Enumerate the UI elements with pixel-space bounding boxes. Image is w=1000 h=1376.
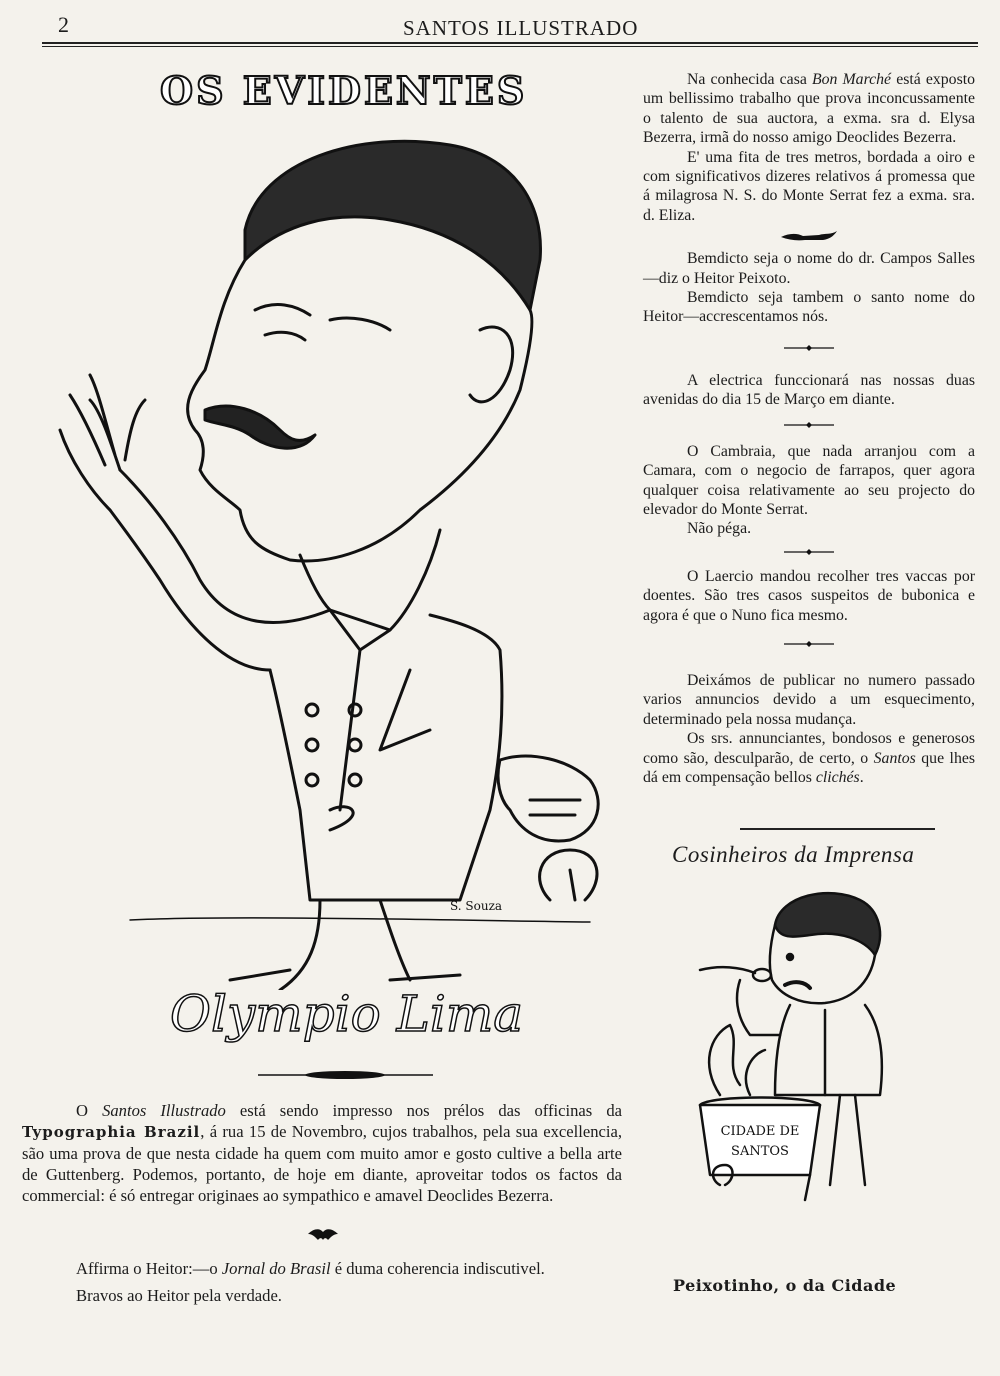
artist-signature: S. Souza [450,899,503,913]
store-name: Bon Marché [811,71,892,88]
separator [643,339,975,357]
text-span: está sendo impresso nos prélos das officinas da [225,1101,622,1120]
bat-ornament [308,1226,338,1244]
newspaper-name: Santos [873,749,916,767]
dash-diamond-icon [784,641,834,647]
section-heading: OS EVIDENTES [160,68,528,113]
text-span: que lhes dá em compensação bellos [643,749,975,786]
news-column [643,70,975,787]
news-item-annuncios [643,671,975,787]
text-span: está exposto um bellissimo trabalho que prova inconcussamente o talento de sua auctora, a exma. sra d. Elysa Bezerra, irmã do nosso amigo Deoclides Bezerra. [643,71,976,147]
cook-caption: Peixotinho, o da Cidade [673,1276,897,1295]
printer-name: Typographia Brazil [22,1123,201,1141]
caricature-portrait [30,110,630,990]
text-line: Bravos ao Heitor pela verdade. [76,1286,282,1305]
text-span: é duma coherencia indiscutivel. [330,1259,545,1278]
text-line: Bemdicto seja o nome do dr. Campos Salles—diz o Heitor Peixoto. [643,250,975,287]
text-span: Os srs. annunciantes, bondosos e generosos como são, desculparão, de certo, o [643,730,975,767]
text-line: O Laercio mandou recolher tres vaccas por doentes. São tres casos suspeitos de bubonica e agora é que o Nuno fica mesmo. [643,567,975,624]
dash-diamond-icon [784,345,834,351]
dash-diamond-icon [784,549,834,555]
text-span: , á rua 15 de Novembro, cujos trabalhos, pela sua excellencia, são uma prova de que nesta cidade ha quem com muito amor e gosto cultive a bella arte de Guttenberg. Podemos, portanto, de hoje em diante, aproveitar todos os factos da commercial: é só entregar originaes ao sympathico e amavel Deoclides Bezerra. [22,1122,622,1205]
column-end-rule [740,828,935,830]
dash-diamond-icon [784,422,834,428]
header-rule [42,42,978,44]
page-number: 2 [58,12,69,37]
text-line: E' uma fita de tres metros, bordada a oiro e com significativos dizeres relativos á promessa que á milagrosa N. S. do Monte Serrat fez a exma. sra. d. Eliza. [643,148,975,224]
news-item-bemdicto [643,249,975,327]
text-line: A electrica funccionará nas nossas duas avenidas do dia 15 de Março em diante. [643,371,975,409]
cosinheiros-title: Cosinheiros da Imprensa [672,842,915,867]
text-line: O Cambraia, que nada arranjou com a Camara, com o negocio de farrapos, quer agora qualquer coisa relativamente ao seu projecto do elevador do Monte Serrat. [643,442,975,518]
text-span: Affirma o Heitor:—o [76,1259,222,1278]
text-span: O [76,1101,103,1120]
ornamental-divider [258,1068,433,1082]
separator [643,635,975,653]
news-item-laercio [643,567,975,625]
news-item-electrica [643,371,975,410]
text-span: . [859,768,864,786]
heitor-paragraph [22,1258,622,1312]
typographia-paragraph [22,1100,622,1206]
text-span: clichés [815,768,860,786]
news-item-cambraia [643,442,975,539]
separator [643,543,975,561]
caricature-name: Olympio Lima [170,985,524,1043]
separator [643,416,975,434]
newspaper-name: Jornal do Brasil [221,1259,331,1278]
masthead: SANTOS ILLUSTRADO [403,16,639,40]
text-line: Bemdicto seja tambem o santo nome do Heitor—accrescentamos nós. [643,289,975,326]
news-item-bon-marche [643,70,975,225]
text-line: Não péga. [687,520,752,538]
text-line: Deixámos de publicar no numero passado varios annuncios devido a um esquecimento, determinado pela nossa mudança. [643,671,975,728]
text-span: Na conhecida casa [687,71,812,88]
pot-label-line2: SANTOS [731,1144,789,1159]
pot-label-line1: CIDADE DE [720,1124,800,1139]
newspaper-name: Santos Illustrado [102,1101,226,1120]
cook-cartoon [680,885,940,1205]
fox-ornament [779,227,839,245]
header-rule-thin [42,46,978,47]
